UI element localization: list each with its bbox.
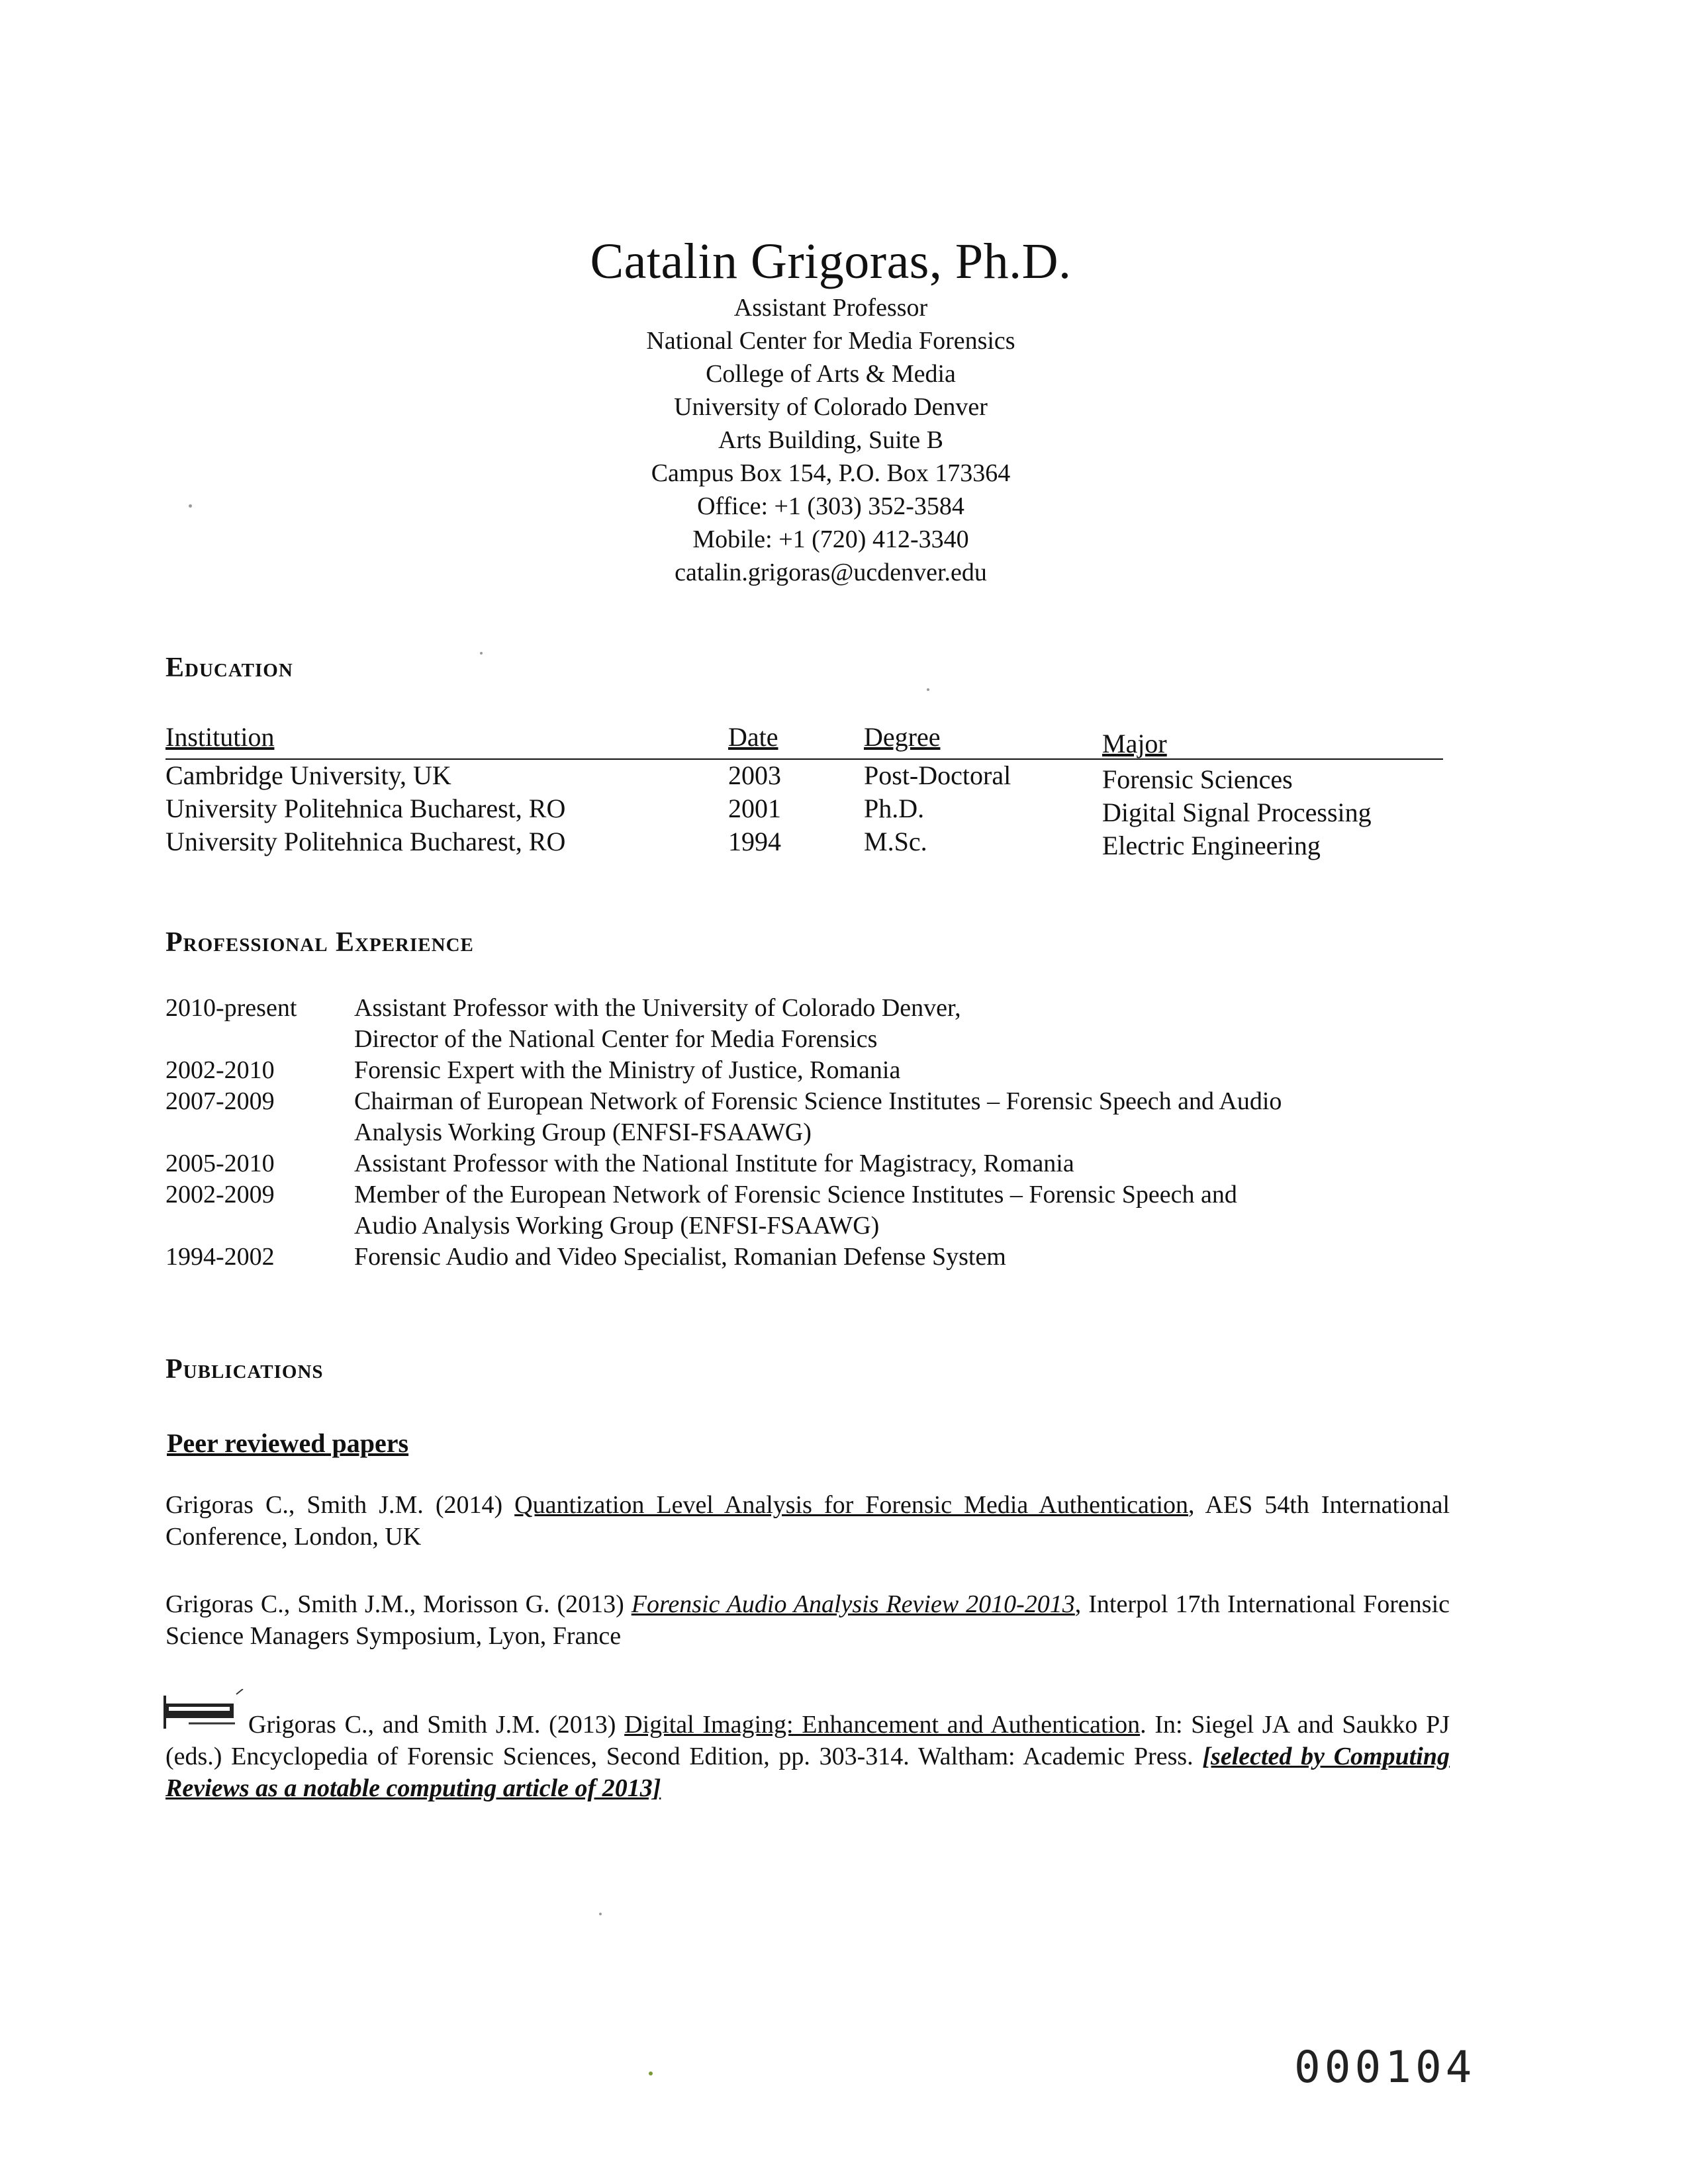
scan-speck	[189, 504, 192, 508]
publication-entry	[165, 1588, 1450, 1652]
publication-title: Digital Imaging: Enhancement and Authentication	[624, 1711, 1141, 1739]
col-institution: Institution	[165, 722, 275, 752]
education-table	[165, 721, 1443, 859]
publication-venue: . In: Siegel JA and Saukko PJ (eds.) Encyclopedia of Forensic Sciences, Second Edition, pp. 303-314. Waltham: Academic Press.	[165, 1711, 1450, 1770]
description-line: Director of the National Center for Media Forensics	[354, 1025, 878, 1053]
description-line: Audio Analysis Working Group (ENFSI-FSAAWG)	[354, 1212, 880, 1240]
publication-authors: Grigoras C., Smith J.M. (2014)	[165, 1491, 515, 1519]
degree-cell: Post-Doctoral	[864, 760, 1011, 790]
author-name: Catalin Grigoras, Ph.D.	[590, 234, 1072, 289]
date-cell: 2001	[728, 794, 781, 823]
institution-cell: Cambridge University, UK	[165, 760, 451, 790]
publication-venue: , AES 54th International Conference, London, UK	[165, 1491, 1450, 1551]
publication-entry	[165, 1709, 1450, 1804]
contact-college: College of Arts & Media	[706, 360, 956, 388]
publication-note: [selected by Computing Reviews as a notable computing article of 2013]	[165, 1743, 1450, 1802]
col-date: Date	[728, 722, 778, 752]
experience-description	[354, 1179, 1423, 1242]
experience-list	[165, 993, 1423, 1273]
contact-header	[0, 232, 1688, 589]
col-major: Major	[1102, 729, 1167, 758]
institution-cell: University Politehnica Bucharest, RO	[165, 794, 566, 823]
publication-title: Quantization Level Analysis for Forensic Media Authentication	[514, 1491, 1189, 1519]
experience-description	[354, 993, 1423, 1055]
scan-speck	[649, 2071, 653, 2075]
experience-years: 2010-present	[165, 994, 297, 1022]
list-item	[165, 993, 1423, 1055]
experience-heading: Professional Experience	[165, 927, 474, 958]
description-line: Assistant Professor with the University of Colorado Denver,	[354, 994, 961, 1022]
scan-speck	[480, 652, 483, 655]
degree-cell: Ph.D.	[864, 794, 925, 823]
experience-years: 2002-2009	[165, 1181, 275, 1208]
contact-email: catalin.grigoras@ucdenver.edu	[675, 559, 987, 586]
bates-number: 000104	[1294, 2042, 1476, 2093]
publication-title: Forensic Audio Analysis Review 2010-2013	[631, 1590, 1075, 1618]
contact-university: University of Colorado Denver	[674, 393, 988, 421]
description-line: Analysis Working Group (ENFSI-FSAAWG)	[354, 1118, 812, 1146]
description-line: Forensic Expert with the Ministry of Justice, Romania	[354, 1056, 901, 1084]
contact-title: Assistant Professor	[733, 294, 928, 322]
date-cell: 1994	[728, 827, 781, 856]
description-line: Forensic Audio and Video Specialist, Romanian Defense System	[354, 1243, 1006, 1271]
contact-mobile-phone: Mobile: +1 (720) 412-3340	[692, 525, 969, 553]
education-heading: Education	[165, 653, 293, 683]
experience-description	[354, 1086, 1423, 1148]
col-degree: Degree	[864, 722, 941, 752]
experience-years: 2005-2010	[165, 1150, 275, 1177]
education-header-row	[165, 721, 1443, 760]
publication-authors: Grigoras C., and Smith J.M. (2013)	[248, 1711, 625, 1739]
major-cell: Electric Engineering	[1102, 831, 1321, 860]
list-item	[165, 1148, 1423, 1179]
list-item	[165, 1179, 1423, 1242]
experience-description	[354, 1148, 1423, 1179]
contact-office-phone: Office: +1 (303) 352-3584	[697, 492, 964, 520]
publication-venue: , Interpol 17th International Forensic Science Managers Symposium, Lyon, France	[165, 1590, 1450, 1650]
list-item	[165, 1242, 1423, 1273]
experience-description	[354, 1055, 1423, 1086]
contact-center: National Center for Media Forensics	[646, 327, 1015, 355]
major-cell: Digital Signal Processing	[1102, 797, 1372, 827]
institution-cell: University Politehnica Bucharest, RO	[165, 827, 566, 856]
contact-campus-box: Campus Box 154, P.O. Box 173364	[651, 459, 1011, 487]
experience-years: 2007-2009	[165, 1087, 275, 1115]
table-row	[165, 760, 1443, 793]
experience-description	[354, 1242, 1423, 1273]
list-item	[165, 1086, 1423, 1148]
publications-heading: Publications	[165, 1354, 324, 1385]
description-line: Chairman of European Network of Forensic Science Institutes – Forensic Speech and Audio	[354, 1087, 1282, 1115]
description-line: Assistant Professor with the National Institute for Magistracy, Romania	[354, 1150, 1074, 1177]
major-cell: Forensic Sciences	[1102, 764, 1293, 794]
experience-years: 1994-2002	[165, 1243, 275, 1271]
contact-building: Arts Building, Suite B	[718, 426, 943, 454]
table-row	[165, 793, 1443, 826]
scan-speck	[927, 688, 929, 691]
peer-reviewed-subheading: Peer reviewed papers	[167, 1428, 409, 1458]
table-row	[165, 826, 1443, 859]
experience-years: 2002-2010	[165, 1056, 275, 1084]
description-line: Member of the European Network of Forensic Science Institutes – Forensic Speech and	[354, 1181, 1237, 1208]
list-item	[165, 1055, 1423, 1086]
degree-cell: M.Sc.	[864, 827, 927, 856]
publication-authors: Grigoras C., Smith J.M., Morisson G. (2013)	[165, 1590, 632, 1618]
publication-entry	[165, 1489, 1450, 1553]
scan-speck	[599, 1913, 602, 1915]
date-cell: 2003	[728, 760, 781, 790]
